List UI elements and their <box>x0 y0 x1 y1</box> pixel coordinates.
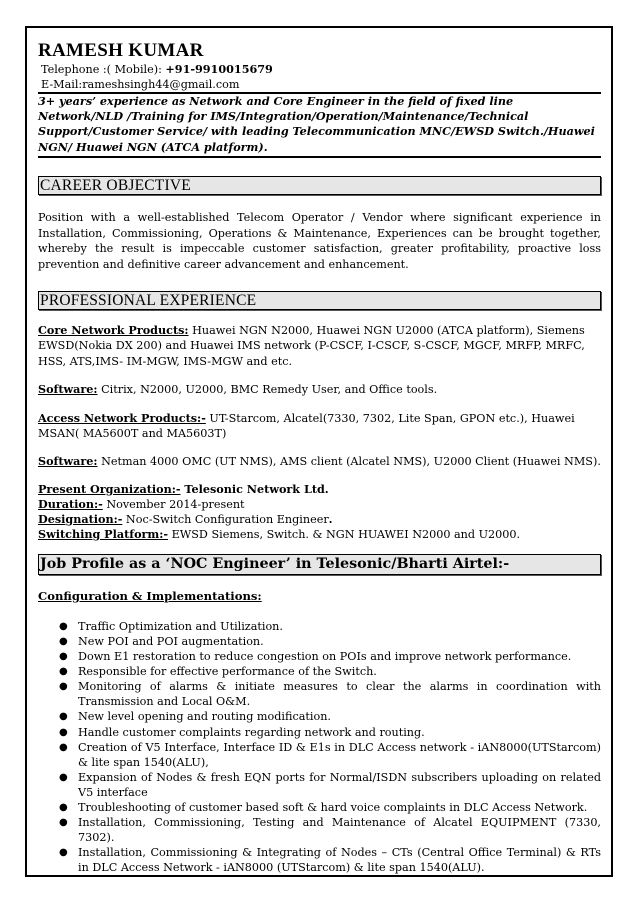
software-core <box>38 382 601 397</box>
list-item-text: New level opening and routing modification. <box>78 710 331 724</box>
designation <box>38 512 601 527</box>
section-professional-experience: PROFESSIONAL EXPERIENCE <box>38 291 601 310</box>
bullet-icon: ● <box>59 635 68 647</box>
software-text: Netman 4000 OMC (UT NMS), AMS client (Alcatel NMS), U2000 Client (Huawei NMS). <box>97 455 601 469</box>
software-label: Software: <box>38 382 98 397</box>
switching-platform-value: EWSD Siemens, Switch. & NGN HUAWEI N2000 and U2000. <box>168 527 521 541</box>
present-organization-label: Present Organization:- <box>38 481 181 496</box>
candidate-name: RAMESH KUMAR <box>38 40 204 61</box>
section-career-objective: CAREER OBJECTIVE <box>38 176 601 195</box>
list-item-text: Responsible for effective performance of the Switch. <box>78 665 377 679</box>
list-item <box>38 725 601 740</box>
list-item-text: New POI and POI augmentation. <box>78 634 264 648</box>
list-item <box>38 664 601 679</box>
telephone-line <box>38 62 601 77</box>
bullet-icon: ● <box>59 771 68 783</box>
career-objective-text: Position with a well-established Telecom Operator / Vendor where significant experience in Installation, Commissioning, Operations & Maintenance, Experiences can be brought together, whereby the result is impeccable customer satisfaction, greater profitability, proactive loss prevention and definitive career advancement and enhancement. <box>38 210 601 272</box>
core-network-products <box>38 323 601 369</box>
software-label: Software: <box>38 454 98 469</box>
list-item <box>38 740 601 770</box>
switching-platform <box>38 527 601 542</box>
bullet-icon: ● <box>59 801 68 813</box>
list-item <box>38 649 601 664</box>
bullet-icon: ● <box>59 817 68 829</box>
list-item-text: Troubleshooting of customer based soft & hard voice complaints in DLC Access Network. <box>78 800 588 814</box>
core-network-label: Core Network Products: <box>38 323 189 337</box>
list-item-text: Creation of V5 Interface, Interface ID & E1s in DLC Access network - iAN8000(UTStarcom) & lite span 1540(ALU), <box>78 740 601 769</box>
software-text: Citrix, N2000, U2000, BMC Remedy User, and Office tools. <box>97 383 438 397</box>
core-network-text: Huawei NGN N2000, Huawei NGN U2000 (ATCA platform), Siemens EWSD(Nokia DX 200) and Huawei IMS network (P-CSCF, I-CSCF, S-CSCF, MGCF, MRFP, MRFC, HSS, ATS,IMS- IM-MGW, IMS-MGW and etc. <box>38 324 585 368</box>
experience-summary: 3+ years’ experience as Network and Core Engineer in the field of fixed line Network/NLD /Training for IMS/Integration/Operation/Maintenance/Technical Support/Customer Service/ with leading Telecommunication MNC/EWSD Switch./Huawei NGN/ Huawei NGN (ATCA platform). <box>38 94 601 158</box>
bullet-icon: ● <box>59 726 68 738</box>
list-item <box>38 815 601 845</box>
section-job-profile: Job Profile as a ‘NOC Engineer’ in Telesonic/Bharti Airtel:- <box>38 554 601 575</box>
employment-details <box>38 482 601 542</box>
list-item <box>38 634 601 649</box>
bullet-icon: ● <box>59 651 68 663</box>
list-item-text: Expansion of Nodes & fresh EQN ports for Normal/ISDN subscribers uploading on related V5 interface <box>78 770 601 799</box>
duration <box>38 497 601 512</box>
access-network-label: Access Network Products:- <box>38 410 206 425</box>
switching-platform-label: Switching Platform:- <box>38 526 169 541</box>
duration-label: Duration:- <box>38 496 103 511</box>
bullet-icon: ● <box>59 681 68 693</box>
present-organization-value: Telesonic Network Ltd. <box>180 481 329 496</box>
access-network-text: UT-Starcom, Alcatel(7330, 7302, Lite Span, GPON etc.), Huawei MSAN( MA5600T and MA5603T) <box>38 411 575 441</box>
list-item-text: Traffic Optimization and Utilization. <box>78 619 283 633</box>
configuration-subheading: Configuration & Implementations: <box>38 588 262 603</box>
duration-value: November 2014-present <box>102 497 245 511</box>
list-item-text: Monitoring of alarms & initiate measures to clear the alarms in coordination with Transmission and Local O&M. <box>78 680 601 709</box>
list-item-text: Down E1 restoration to reduce congestion on POIs and improve network performance. <box>78 650 572 664</box>
telephone-label: Telephone :( Mobile): <box>41 63 166 76</box>
responsibilities-list <box>38 619 601 876</box>
resume-document <box>38 38 601 875</box>
bullet-icon: ● <box>59 847 68 859</box>
list-item <box>38 800 601 815</box>
list-item-text: Handle customer complaints regarding network and routing. <box>78 725 425 739</box>
designation-label: Designation:- <box>38 511 123 526</box>
list-item-text: Installation, Commissioning & Integrating of Nodes – CTs (Central Office Terminal) & RTs in DLC Access Network - iAN8000 (UTStarcom) & lite span 1540(ALU). <box>78 846 601 875</box>
designation-period: . <box>328 511 333 526</box>
list-item <box>38 770 601 800</box>
software-access <box>38 454 601 469</box>
list-item <box>38 619 601 634</box>
designation-value: Noc-Switch Configuration Engineer <box>122 512 329 526</box>
list-item <box>38 679 601 709</box>
present-organization <box>38 482 601 497</box>
telephone-number: +91-9910015679 <box>165 62 273 76</box>
list-item-text: Installation, Commissioning, Testing and Maintenance of Alcatel EQUIPMENT (7330, 7302). <box>78 816 601 845</box>
email-line: E-Mail:rameshsingh44@gmail.com <box>38 77 601 94</box>
bullet-icon: ● <box>59 620 68 632</box>
access-network-products <box>38 411 601 442</box>
list-item <box>38 709 601 724</box>
list-item <box>38 845 601 875</box>
bullet-icon: ● <box>59 666 68 678</box>
bullet-icon: ● <box>59 741 68 753</box>
bullet-icon: ● <box>59 711 68 723</box>
